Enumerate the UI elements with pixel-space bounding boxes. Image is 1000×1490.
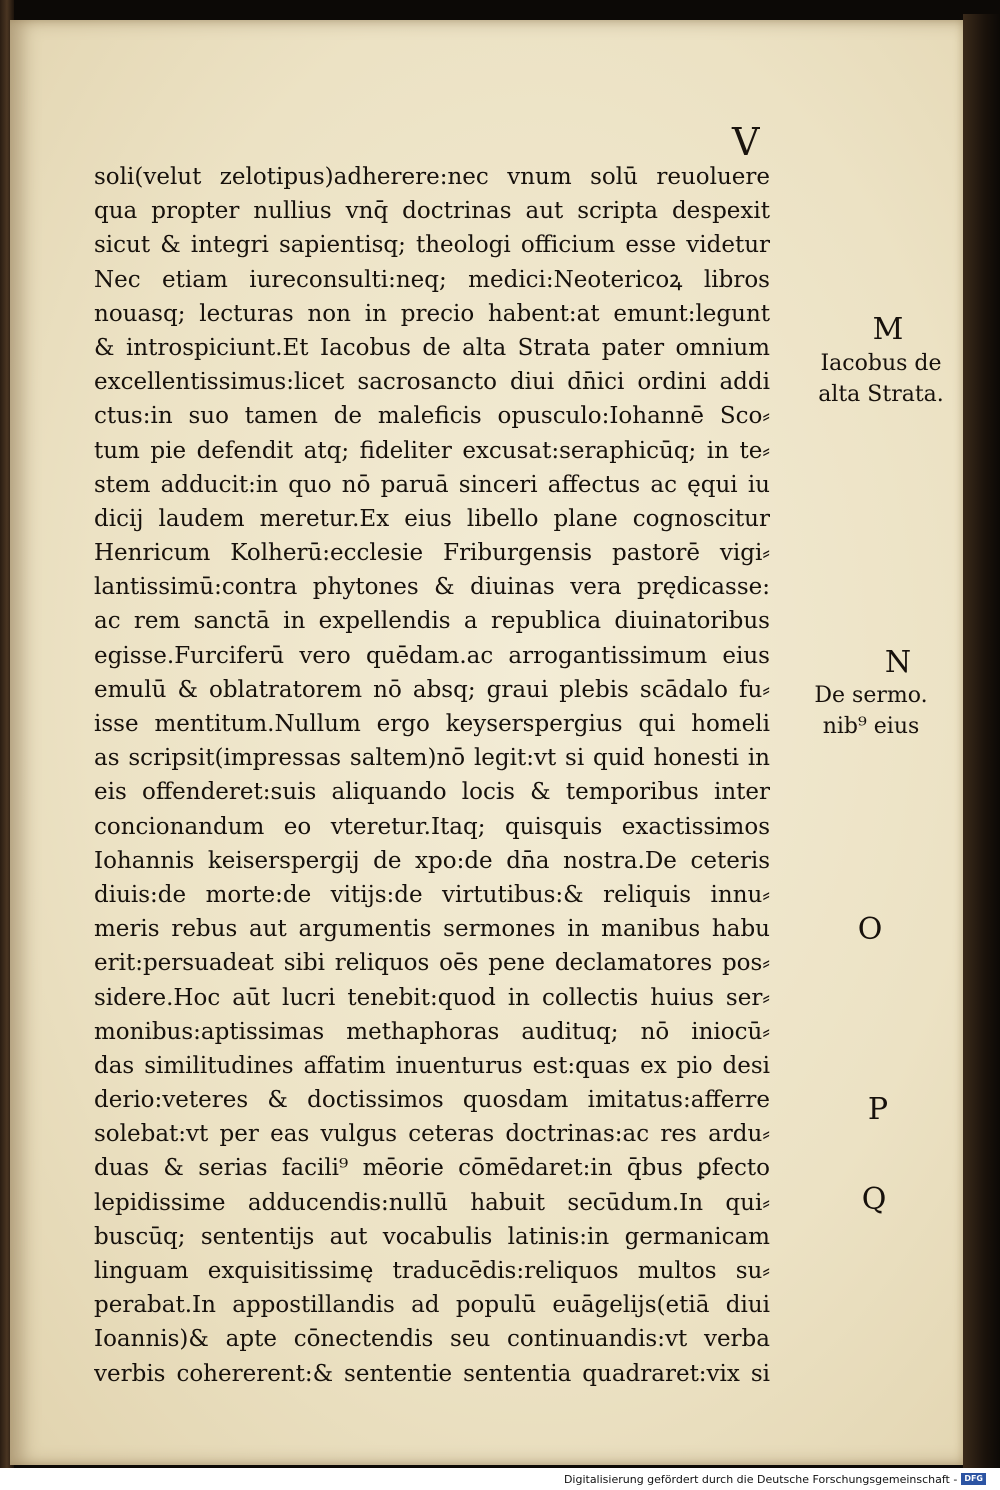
text-line: dicij laudem meretur.Ex eius libello plane cognoscitur: [94, 505, 770, 532]
margin-note-line: nib⁹ eius: [822, 714, 920, 739]
text-line: excellentissimus:licet sacrosancto diui dn̄ici ordini addi: [94, 369, 770, 396]
text-line: solebat:vt per eas vulgus ceteras doctrinas:ac res ardu⸗: [94, 1121, 770, 1148]
footer-credit: Digitalisierung gefördert durch die Deutsche Forschungsgemeinschaft -: [563, 1472, 958, 1486]
text-line: lepidissime adducendis:nullū habuit secūdum.In qui⸗: [94, 1189, 770, 1216]
text-line: das similitudines affatim inuenturus est:quas ex pio desi: [94, 1052, 770, 1079]
text-line: isse mentitum.Nullum ergo keyserspergius qui homeli: [94, 711, 770, 737]
text-line: verbis cohererent:& sententie sententia quadraret:vix si: [94, 1360, 770, 1387]
text-line: derio:veteres & doctissimos quosdam imitatus:afferre: [94, 1087, 770, 1114]
margin-letter-q: Q: [861, 1182, 887, 1217]
margin-letter-p: P: [867, 1092, 889, 1127]
text-line: emulū & oblatratorem nō absq; graui plebis scādalo fu⸗: [94, 676, 770, 703]
margin-letter-o: O: [857, 912, 883, 947]
text-line: duas & serias facili⁹ mēorie cōmēdaret:in q̄bus ꝑfecto: [94, 1155, 770, 1182]
text-line: as scripsit(impressas saltem)nō legit:vt si quid honesti in: [94, 745, 770, 772]
text-line: qua propter nullius vnq̄ doctrinas aut scripta despexit: [94, 198, 770, 225]
text-line: linguam exquisitissimę traducēdis:reliquos multos su⸗: [94, 1258, 770, 1284]
text-line: Nec etiam iureconsulti:neq; medici:Neotericoꝝ libros: [94, 266, 770, 293]
text-line: diuis:de morte:de vitijs:de virtutibus:& reliquis innu⸗: [94, 881, 770, 908]
text-line: concionandum eo vteretur.Itaq; quisquis exactissimos: [94, 813, 770, 840]
text-line: lantissimū:contra phytones & diuinas vera prędicasse:: [94, 574, 770, 601]
text-line: Henricum Kolherū:ecclesie Friburgensis pastorē vigi⸗: [94, 540, 770, 567]
text-line: ac rem sanctā in expellendis a republica diuinatoribus: [94, 608, 770, 635]
text-line: tum pie defendit atq; fideliter excusat:seraphicūq; in te⸗: [94, 437, 770, 464]
text-line: soli(velut zelotipus)adherere:nec vnum solū reuoluere: [94, 164, 770, 190]
text-line: meris rebus aut argumentis sermones in manibus habu: [94, 916, 770, 943]
text-line: erit:persuadeat sibi reliquos oēs pene declamatores pos⸗: [94, 950, 770, 977]
signature-mark: V: [732, 120, 761, 164]
margin-letter-n: N: [884, 645, 912, 680]
text-line: & introspiciunt.Et Iacobus de alta Strata pater omnium: [94, 334, 770, 361]
main-text-block: [94, 160, 770, 1391]
text-line: Iohannis keiserspergij de xpo:de dn̄a nostra.De ceteris: [94, 847, 770, 874]
text-line: ctus:in suo tamen de maleficis opusculo:Iohannē Sco⸗: [94, 403, 770, 430]
margin-note-sermones: [796, 680, 946, 742]
dfg-logo: DFG: [961, 1473, 986, 1485]
footer-bar: [0, 1468, 1000, 1490]
text-line: nouasq; lecturas non in precio habent:at emunt:legunt: [94, 300, 770, 327]
text-line: eis offenderet:suis aliquando locis & temporibus inter: [94, 779, 770, 806]
text-line: perabat.In appostillandis ad populū euāgelijs(etiā diui: [94, 1292, 770, 1319]
text-line: Ioannis)& apte cōnectendis seu continuandis:vt verba: [94, 1326, 770, 1353]
text-line: sidere.Hoc aūt lucri tenebit:quod in collectis huius ser⸗: [94, 984, 770, 1011]
margin-letter-m: M: [872, 312, 904, 347]
text-line: monibus:aptissimas methaphoras audituq; nō iniocū⸗: [94, 1018, 770, 1045]
page-edge-shadow: [963, 14, 1000, 1470]
margin-note-line: De sermo.: [814, 683, 928, 708]
margin-note-jacobus: [796, 348, 966, 410]
margin-note-line: Iacobus de: [820, 351, 942, 376]
text-line: sicut & integri sapientisq; theologi officium esse videtur: [94, 232, 770, 259]
text-line: stem adducit:in quo nō paruā sinceri affectus ac ęqui iu: [94, 471, 770, 498]
margin-note-line: alta Strata.: [818, 382, 944, 407]
text-line: buscūq; sententijs aut vocabulis latinis:in germanicam: [94, 1223, 770, 1250]
text-line: egisse.Furciferū vero quēdam.ac arrogantissimum eius: [94, 642, 770, 669]
